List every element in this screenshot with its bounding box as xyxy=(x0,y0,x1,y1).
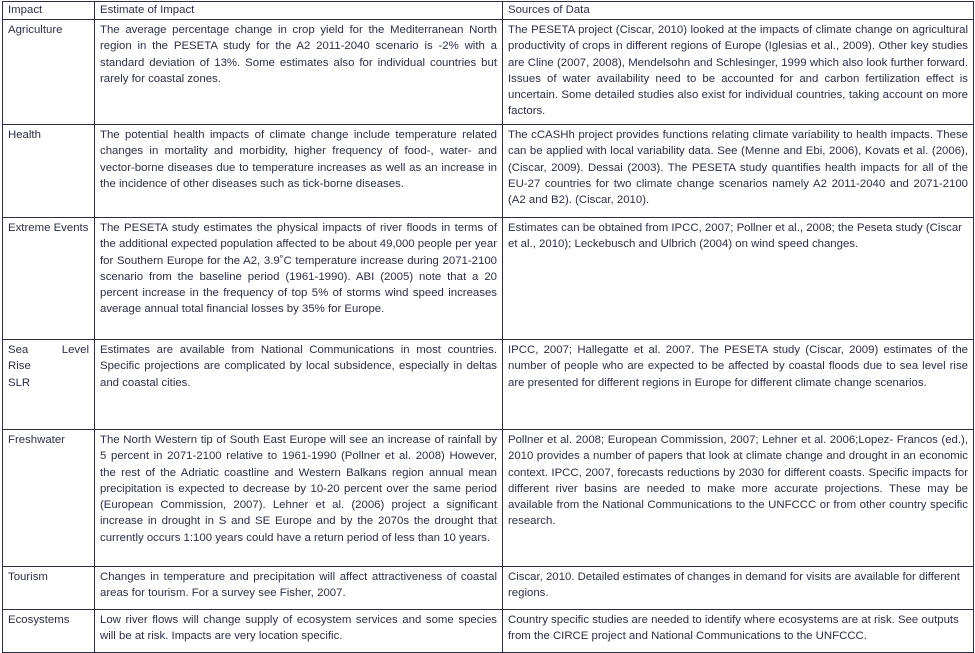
table-row xyxy=(3,430,974,567)
table-row xyxy=(3,125,974,218)
table-row xyxy=(3,218,974,340)
cell-sources: Ciscar, 2010. Detailed estimates of changes in demand for visits are available for different regions. xyxy=(503,567,974,610)
impacts-sources-table xyxy=(2,1,974,653)
table-header-row xyxy=(3,2,974,20)
cell-sources: IPCC, 2007; Hallegatte et al. 2007. The PESETA study (Ciscar, 2009) estimates of the number of people who are expected to be affected by coastal floods due to sea level rise are presented for different regions in Europe for different climate change scenarios. xyxy=(503,340,974,430)
table-body xyxy=(3,20,974,653)
cell-impact: Agriculture xyxy=(3,20,95,125)
cell-sources: Pollner et al. 2008; European Commission, 2007; Lehner et al. 2006;Lopez- Francos (ed.), 2010 provides a number of papers that look at climate change and drought in an economic context. IPCC, 2007, forecasts reductions by 2030 for different coasts. Specific impacts for different river basins are needed to make more accurate projections. These may be available from the National Communications to the UNFCCC or from other country specific research. xyxy=(503,430,974,567)
column-header-estimate: Estimate of Impact xyxy=(95,2,503,20)
cell-sources: Estimates can be obtained from IPCC, 2007; Pollner et al., 2008; the Peseta study (Ciscar et al., 2010); Leckebusch and Ulbrich (2004) on wind speed changes. xyxy=(503,218,974,340)
table-row xyxy=(3,20,974,125)
cell-sources: The cCASHh project provides functions relating climate variability to health impacts. These can be applied with local variability data. See (Menne and Ebi, 2006), Kovats et al. (2006), (Ciscar, 2009). Dessai (2003). The PESETA study quantifies health impacts for all of the EU-27 countries for two climate change scenarios namely A2 2011-2040 and 2071-2100 (A2 and B2). (Ciscar, 2010). xyxy=(503,125,974,218)
cell-impact: Health xyxy=(3,125,95,218)
cell-estimate: Estimates are available from National Communications in most countries. Specific projections are complicated by local subsidence, especially in deltas and coastal cities. xyxy=(95,340,503,430)
cell-estimate: The North Western tip of South East Europe will see an increase of rainfall by 5 percent in 2071-2100 relative to 1961-1990 (Pollner et al. 2008) However, the rest of the Adriatic coastline and Western Balkans region annual mean precipitation is expected to decrease by 10-20 percent over the same period (European Commission, 2007). Lehner et al. (2006) project a significant increase in drought in S and SE Europe and by the 2070s the drought that currently occurs 1:100 years could have a return period of less than 10 years. xyxy=(95,430,503,567)
column-header-impact: Impact xyxy=(3,2,95,20)
cell-estimate: The potential health impacts of climate change include temperature related changes in mortality and morbidity, higher frequency of food-, water- and vector-borne diseases due to temperature increases as well as an increase in the incidence of other diseases such as tick-borne diseases. xyxy=(95,125,503,218)
cell-estimate: Changes in temperature and precipitation will affect attractiveness of coastal areas for tourism. For a survey see Fisher, 2007. xyxy=(95,567,503,610)
cell-impact: Ecosystems xyxy=(3,610,95,653)
cell-sources: The PESETA project (Ciscar, 2010) looked at the impacts of climate change on agricultural productivity of crops in different regions of Europe (Iglesias et al., 2009). Other key studies are Cline (2007, 2008), Mendelsohn and Schlesinger, 1999 which also look further forward. Issues of water availability need to be accounted for and carbon fertilization effect is uncertain. Some detailed studies also exist for individual countries, taking account on more factors. xyxy=(503,20,974,125)
cell-impact-line: Rise xyxy=(8,360,31,373)
table-row xyxy=(3,340,974,430)
cell-sources: Country specific studies are needed to identify where ecosystems are at risk. See outputs from the CIRCE project and National Communications to the UNFCCC. xyxy=(503,610,974,653)
cell-impact: Tourism xyxy=(3,567,95,610)
cell-impact xyxy=(3,340,95,430)
table-header xyxy=(3,2,974,20)
cell-estimate: The PESETA study estimates the physical impacts of river floods in terms of the additional expected population affected to be about 49,000 people per year for Southern Europe for the A2, 3.9˚C temperature increase during 2071-2100 scenario from the baseline period (1961-1990). ABI (2005) note that a 20 percent increase in the frequency of top 5% of storms wind speed increases average annual total financial losses by 35% for Europe. xyxy=(95,218,503,340)
table-row xyxy=(3,610,974,653)
cell-impact-line: SLR xyxy=(8,376,31,389)
cell-estimate: The average percentage change in crop yield for the Mediterranean North region in the PESETA study for the A2 2011-2040 scenario is -2% with a standard deviation of 13%. Some estimates also for individual countries but rarely for coastal zones. xyxy=(95,20,503,125)
cell-impact: Extreme Events xyxy=(3,218,95,340)
table-row xyxy=(3,567,974,610)
cell-impact: Freshwater xyxy=(3,430,95,567)
column-header-sources: Sources of Data xyxy=(503,2,974,20)
cell-estimate: Low river flows will change supply of ecosystem services and some species will be at risk. Impacts are very location specific. xyxy=(95,610,503,653)
cell-impact-line: Sea Level xyxy=(8,344,89,356)
